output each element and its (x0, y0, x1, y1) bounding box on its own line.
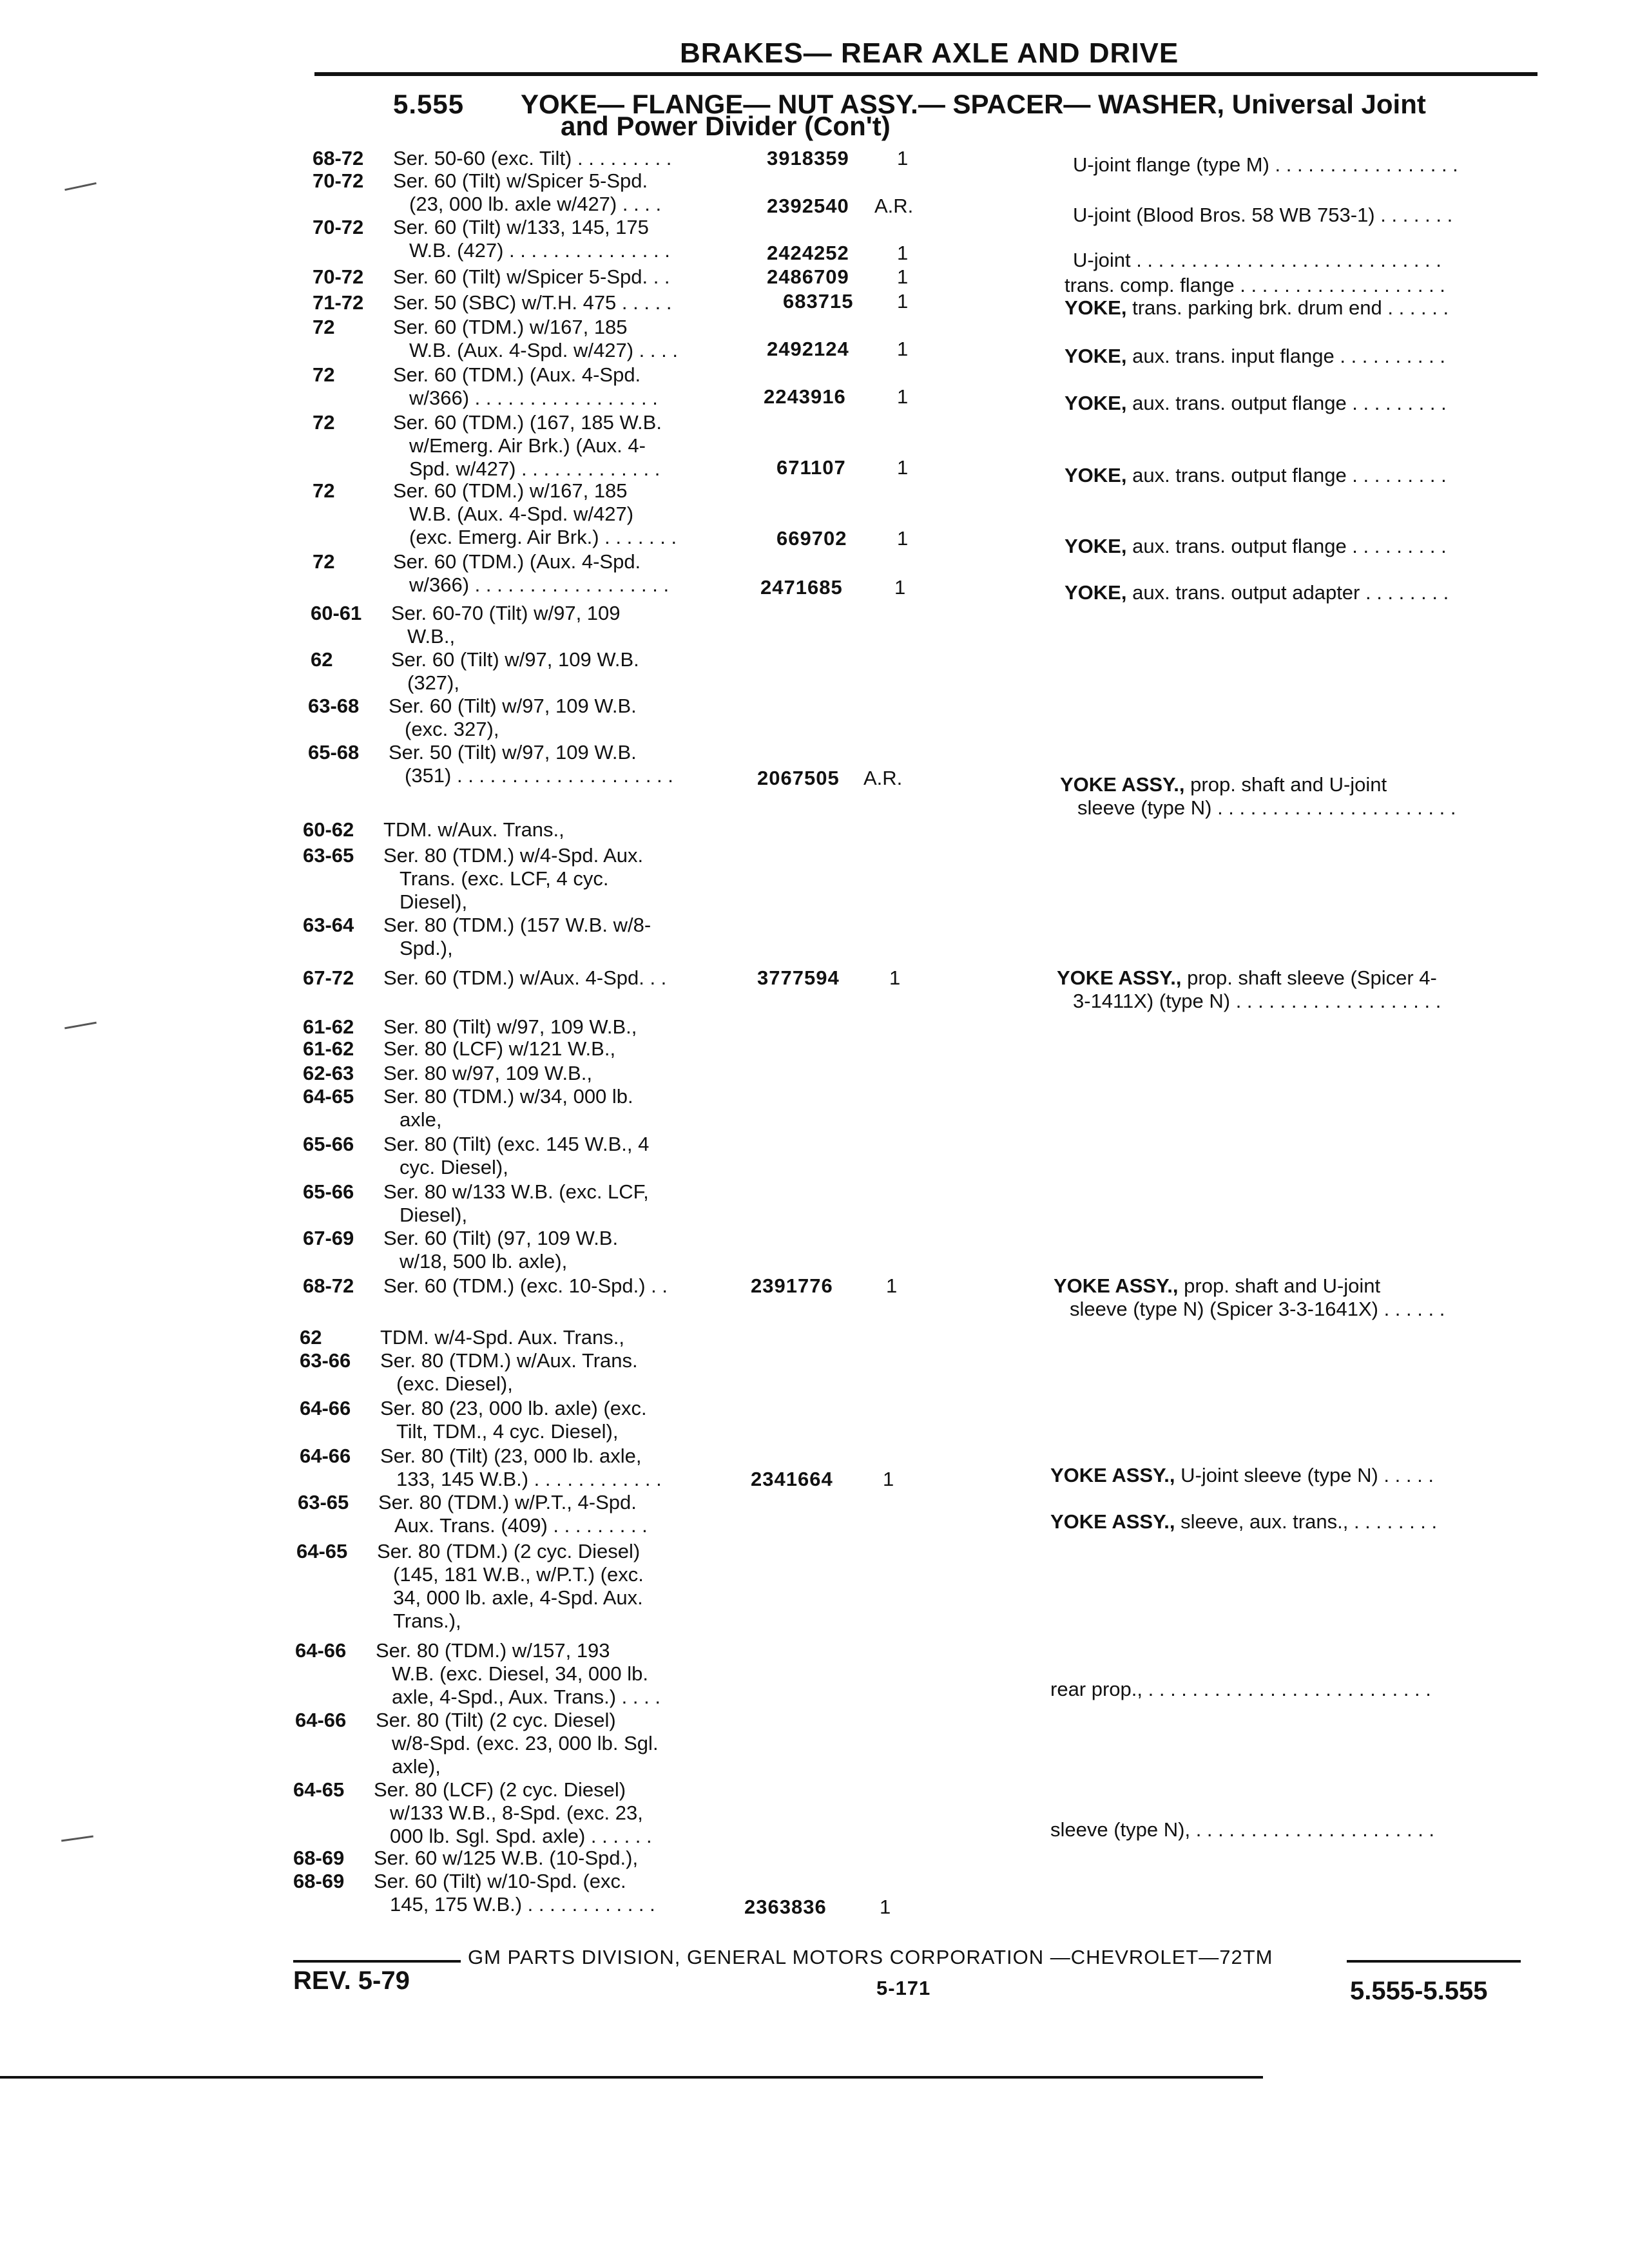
application-line: W.B., (407, 625, 456, 648)
description-keyword: YOKE, (1065, 464, 1127, 486)
section-number: 5.555 (393, 89, 465, 119)
model-year: 68-72 (303, 1274, 354, 1297)
model-year: 72 (313, 550, 335, 573)
footer-section-range: 5.555-5.555 (1350, 1977, 1488, 2005)
model-year: 62 (311, 648, 333, 671)
description-text: sleeve (type N) (Spicer 3-3-1641X) . . . . . . (1070, 1298, 1445, 1320)
part-number: 2486709 (767, 265, 849, 288)
model-year: 68-69 (293, 1870, 345, 1892)
application-line: w/18, 500 lb. axle), (400, 1250, 568, 1273)
application-line: 34, 000 lb. axle, 4-Spd. Aux. (393, 1586, 643, 1609)
description-keyword: YOKE, (1065, 581, 1127, 604)
part-description (1073, 204, 1452, 227)
application-line: Ser. 50 (Tilt) w/97, 109 W.B. (389, 741, 637, 764)
part-description (1070, 1298, 1445, 1321)
scan-mark (61, 1836, 93, 1842)
model-year: 64-66 (295, 1709, 347, 1731)
application-line: (23, 000 lb. axle w/427) . . . . (409, 193, 662, 215)
part-description (1065, 464, 1447, 487)
part-number: 669702 (776, 527, 847, 550)
model-year: 63-65 (303, 844, 354, 867)
part-description (1065, 296, 1449, 320)
application-line: Ser. 80 w/133 W.B. (exc. LCF, (383, 1180, 649, 1203)
application-line: 000 lb. Sgl. Spd. axle) . . . . . . (390, 1825, 652, 1847)
description-text: aux. trans. output flange . . . . . . . . . (1126, 392, 1447, 414)
application-line: Ser. 80 (TDM.) w/34, 000 lb. (383, 1085, 633, 1108)
part-description (1065, 535, 1447, 558)
header-rule (314, 72, 1537, 76)
bottom-scan-rule (0, 2076, 1263, 2079)
footer-rule-right (1347, 1960, 1521, 1963)
part-description (1050, 1678, 1431, 1701)
application-line: Diesel), (400, 1204, 468, 1226)
part-description (1050, 1464, 1434, 1487)
application-line: Ser. 60 (Tilt) w/10-Spd. (exc. (374, 1870, 626, 1892)
description-keyword: YOKE ASSY., (1054, 1274, 1179, 1297)
model-year: 61-62 (303, 1037, 354, 1060)
quantity: 1 (897, 290, 909, 312)
model-year: 63-65 (298, 1491, 349, 1514)
description-text: sleeve (type N), . . . . . . . . . . . . . . . . . . . . . . (1050, 1818, 1435, 1841)
application-line: Trans.), (393, 1610, 461, 1632)
quantity: 1 (894, 576, 906, 599)
application-line: Ser. 60 (Tilt) (97, 109 W.B. (383, 1227, 619, 1249)
application-line: (exc. 327), (405, 718, 499, 740)
model-year: 72 (313, 363, 335, 386)
application-line: Ser. 60 (TDM.) (167, 185 W.B. (393, 411, 662, 434)
application-line: Ser. 80 (Tilt) w/97, 109 W.B., (383, 1015, 637, 1038)
application-line: TDM. w/Aux. Trans., (383, 818, 564, 841)
application-line: axle, 4-Spd., Aux. Trans.) . . . . (392, 1686, 660, 1708)
quantity: 1 (889, 966, 901, 989)
model-year: 64-65 (293, 1778, 345, 1801)
application-line: Ser. 80 (23, 000 lb. axle) (exc. (380, 1397, 647, 1419)
quantity: 1 (897, 338, 909, 360)
footer-page-number: 5-171 (876, 1977, 931, 1999)
application-line: Ser. 50 (SBC) w/T.H. 475 . . . . . (393, 291, 672, 314)
quantity: 1 (897, 456, 909, 479)
application-line: Spd.), (400, 937, 453, 959)
footer-rule-left (293, 1960, 461, 1963)
part-number: 3918359 (767, 147, 849, 169)
application-line: Ser. 60 (Tilt) w/133, 145, 175 (393, 216, 649, 238)
application-line: Ser. 60 (Tilt) w/97, 109 W.B. (391, 648, 639, 671)
application-line: Ser. 80 (LCF) (2 cyc. Diesel) (374, 1778, 626, 1801)
model-year: 63-64 (303, 914, 354, 936)
part-description (1060, 773, 1387, 796)
model-year: 64-65 (303, 1085, 354, 1108)
footer-publisher: GM PARTS DIVISION, GENERAL MOTORS CORPORATION —CHEVROLET—72TM (468, 1946, 1273, 1968)
model-year: 64-66 (300, 1397, 351, 1419)
application-line: Ser. 60 (TDM.) (exc. 10-Spd.) . . (383, 1274, 668, 1297)
quantity: 1 (897, 242, 909, 264)
description-keyword: YOKE, (1065, 296, 1127, 319)
application-line: W.B. (Aux. 4-Spd. w/427) (409, 503, 634, 525)
model-year: 72 (313, 411, 335, 434)
application-line: Ser. 60 (TDM.) (Aux. 4-Spd. (393, 550, 641, 573)
scan-mark (64, 182, 97, 191)
quantity: 1 (897, 265, 909, 288)
model-year: 63-68 (308, 695, 360, 717)
model-year: 65-66 (303, 1133, 354, 1155)
application-line: W.B. (427) . . . . . . . . . . . . . . . (409, 239, 670, 262)
part-number: 2471685 (760, 576, 843, 599)
application-line: 145, 175 W.B.) . . . . . . . . . . . . (390, 1893, 655, 1916)
application-line: Ser. 60-70 (Tilt) w/97, 109 (391, 602, 621, 624)
application-line: Ser. 80 (TDM.) w/P.T., 4-Spd. (378, 1491, 637, 1514)
description-text: aux. trans. output flange . . . . . . . . . (1126, 464, 1447, 486)
application-line: Ser. 80 (Tilt) (2 cyc. Diesel) (376, 1709, 616, 1731)
application-line: Ser. 80 (TDM.) (157 W.B. w/8- (383, 914, 651, 936)
part-description (1050, 1818, 1434, 1841)
description-text: rear prop., . . . . . . . . . . . . . . . . . . . . . . . . . . (1050, 1678, 1431, 1700)
application-line: axle), (392, 1755, 441, 1778)
application-line: Tilt, TDM., 4 cyc. Diesel), (396, 1420, 619, 1443)
quantity: A.R. (863, 767, 903, 789)
part-number: 2391776 (751, 1274, 833, 1297)
model-year: 70-72 (313, 216, 364, 238)
description-text: U-joint (Blood Bros. 58 WB 753-1) . . . . . . . (1073, 204, 1453, 226)
application-line: Ser. 80 (TDM.) w/157, 193 (376, 1639, 610, 1662)
application-line: w/Emerg. Air Brk.) (Aux. 4- (409, 434, 646, 457)
application-line: (145, 181 W.B., w/P.T.) (exc. (393, 1563, 644, 1586)
application-line: (351) . . . . . . . . . . . . . . . . . . . . (405, 764, 673, 787)
model-year: 65-68 (308, 741, 360, 764)
description-text: 3-1411X) (type N) . . . . . . . . . . . . . . . . . . . (1073, 990, 1441, 1012)
page-header-title: BRAKES— REAR AXLE AND DRIVE (680, 37, 1179, 69)
application-line: W.B. (exc. Diesel, 34, 000 lb. (392, 1662, 649, 1685)
application-line: Ser. 80 (TDM.) w/Aux. Trans. (380, 1349, 638, 1372)
description-text: trans. comp. flange . . . . . . . . . . . . . . . . . . . (1065, 274, 1445, 296)
application-line: w/133 W.B., 8-Spd. (exc. 23, (390, 1802, 643, 1824)
model-year: 62 (300, 1326, 322, 1349)
part-number: 2424252 (767, 242, 849, 264)
model-year: 64-65 (296, 1540, 348, 1562)
part-description (1065, 274, 1445, 297)
application-line: (exc. Diesel), (396, 1372, 513, 1395)
application-line: (exc. Emerg. Air Brk.) . . . . . . . (409, 526, 677, 548)
part-number: 2492124 (767, 338, 849, 360)
model-year: 62-63 (303, 1062, 354, 1084)
description-keyword: YOKE ASSY., (1060, 773, 1185, 796)
application-line: Ser. 60 (TDM.) w/167, 185 (393, 479, 628, 502)
description-text: prop. shaft and U-joint (1178, 1274, 1381, 1297)
part-number: 2363836 (744, 1896, 827, 1918)
application-line: Ser. 60 (TDM.) w/Aux. 4-Spd. . . (383, 966, 667, 989)
part-description (1050, 1510, 1437, 1533)
part-number: 2243916 (764, 385, 846, 408)
application-line: Ser. 60 (Tilt) w/Spicer 5-Spd. . . (393, 265, 670, 288)
description-keyword: YOKE ASSY., (1057, 966, 1182, 989)
description-text: aux. trans. output flange . . . . . . . . . (1126, 535, 1447, 557)
model-year: 64-66 (295, 1639, 347, 1662)
application-line: Ser. 50-60 (exc. Tilt) . . . . . . . . . (393, 147, 672, 169)
description-text: U-joint . . . . . . . . . . . . . . . . . . . . . . . . . . . . (1073, 249, 1441, 271)
application-line: Trans. (exc. LCF, 4 cyc. (400, 867, 609, 890)
application-line: Ser. 60 w/125 W.B. (10-Spd.), (374, 1847, 639, 1869)
application-line: Ser. 60 (TDM.) w/167, 185 (393, 316, 628, 338)
model-year: 61-62 (303, 1015, 354, 1038)
model-year: 72 (313, 316, 335, 338)
model-year: 72 (313, 479, 335, 502)
application-line: TDM. w/4-Spd. Aux. Trans., (380, 1326, 625, 1349)
application-line: w/366) . . . . . . . . . . . . . . . . . . (409, 573, 670, 596)
scan-mark (64, 1022, 97, 1030)
model-year: 64-66 (300, 1445, 351, 1467)
quantity: 1 (897, 527, 909, 550)
application-line: Ser. 80 w/97, 109 W.B., (383, 1062, 592, 1084)
application-line: Ser. 80 (Tilt) (exc. 145 W.B., 4 (383, 1133, 650, 1155)
application-line: Spd. w/427) . . . . . . . . . . . . . (409, 457, 660, 480)
model-year: 68-72 (313, 147, 364, 169)
application-line: Ser. 60 (Tilt) w/97, 109 W.B. (389, 695, 637, 717)
description-text: trans. parking brk. drum end . . . . . . (1126, 296, 1449, 319)
application-line: Ser. 80 (Tilt) (23, 000 lb. axle, (380, 1445, 642, 1467)
description-text: prop. shaft sleeve (Spicer 4- (1181, 966, 1437, 989)
description-keyword: YOKE ASSY., (1050, 1464, 1175, 1486)
description-text: sleeve, aux. trans., . . . . . . . . (1175, 1510, 1438, 1533)
footer-revision: REV. 5-79 (293, 1966, 410, 1995)
part-description (1057, 966, 1437, 990)
part-description (1065, 345, 1445, 368)
quantity: 1 (880, 1896, 891, 1918)
description-keyword: YOKE ASSY., (1050, 1510, 1175, 1533)
model-year: 67-69 (303, 1227, 354, 1249)
part-description (1073, 153, 1458, 177)
description-text: U-joint flange (type M) . . . . . . . . . . . . . . . . . (1073, 153, 1458, 176)
description-keyword: YOKE, (1065, 392, 1127, 414)
description-keyword: YOKE, (1065, 535, 1127, 557)
application-line: Ser. 80 (TDM.) w/4-Spd. Aux. (383, 844, 644, 867)
description-text: sleeve (type N) . . . . . . . . . . . . . . . . . . . . . . (1077, 796, 1456, 819)
description-text: aux. trans. output adapter . . . . . . . . (1126, 581, 1449, 604)
model-year: 67-72 (303, 966, 354, 989)
quantity: 1 (886, 1274, 898, 1297)
application-line: axle, (400, 1108, 442, 1131)
part-description (1073, 990, 1441, 1013)
application-line: 133, 145 W.B.) . . . . . . . . . . . . (396, 1468, 662, 1490)
part-number: 683715 (783, 290, 854, 312)
section-title-line1: YOKE— FLANGE— NUT ASSY.— SPACER— WASHER, Universal Joint (521, 89, 1426, 119)
part-number: 2067505 (757, 767, 840, 789)
part-description (1077, 796, 1456, 820)
model-year: 70-72 (313, 265, 364, 288)
model-year: 60-61 (311, 602, 362, 624)
quantity: 1 (883, 1468, 894, 1490)
description-keyword: YOKE, (1065, 345, 1127, 367)
model-year: 70-72 (313, 169, 364, 192)
application-line: Diesel), (400, 890, 468, 913)
application-line: cyc. Diesel), (400, 1156, 508, 1178)
description-text: aux. trans. input flange . . . . . . . . . . (1126, 345, 1445, 367)
quantity: A.R. (874, 195, 914, 217)
application-line: Aux. Trans. (409) . . . . . . . . . (394, 1514, 648, 1537)
quantity: 1 (897, 385, 909, 408)
description-text: U-joint sleeve (type N) . . . . . (1175, 1464, 1434, 1486)
part-description (1073, 249, 1441, 272)
description-text: prop. shaft and U-joint (1184, 773, 1387, 796)
model-year: 71-72 (313, 291, 364, 314)
part-number: 2392540 (767, 195, 849, 217)
model-year: 68-69 (293, 1847, 345, 1869)
application-line: (327), (407, 671, 459, 694)
part-number: 2341664 (751, 1468, 833, 1490)
part-description (1065, 392, 1447, 415)
part-description (1054, 1274, 1380, 1298)
section-title-line2: and Power Divider (Con't) (561, 111, 891, 141)
part-number: 671107 (776, 456, 846, 479)
application-line: Ser. 80 (LCF) w/121 W.B., (383, 1037, 616, 1060)
application-line: w/8-Spd. (exc. 23, 000 lb. Sgl. (392, 1732, 659, 1754)
application-line: w/366) . . . . . . . . . . . . . . . . . (409, 387, 658, 409)
application-line: Ser. 60 (Tilt) w/Spicer 5-Spd. (393, 169, 648, 192)
application-line: Ser. 80 (TDM.) (2 cyc. Diesel) (377, 1540, 641, 1562)
model-year: 60-62 (303, 818, 354, 841)
application-line: Ser. 60 (TDM.) (Aux. 4-Spd. (393, 363, 641, 386)
application-line: W.B. (Aux. 4-Spd. w/427) . . . . (409, 339, 678, 361)
part-number: 3777594 (757, 966, 840, 989)
part-description (1065, 581, 1449, 604)
quantity: 1 (897, 147, 909, 169)
model-year: 65-66 (303, 1180, 354, 1203)
model-year: 63-66 (300, 1349, 351, 1372)
